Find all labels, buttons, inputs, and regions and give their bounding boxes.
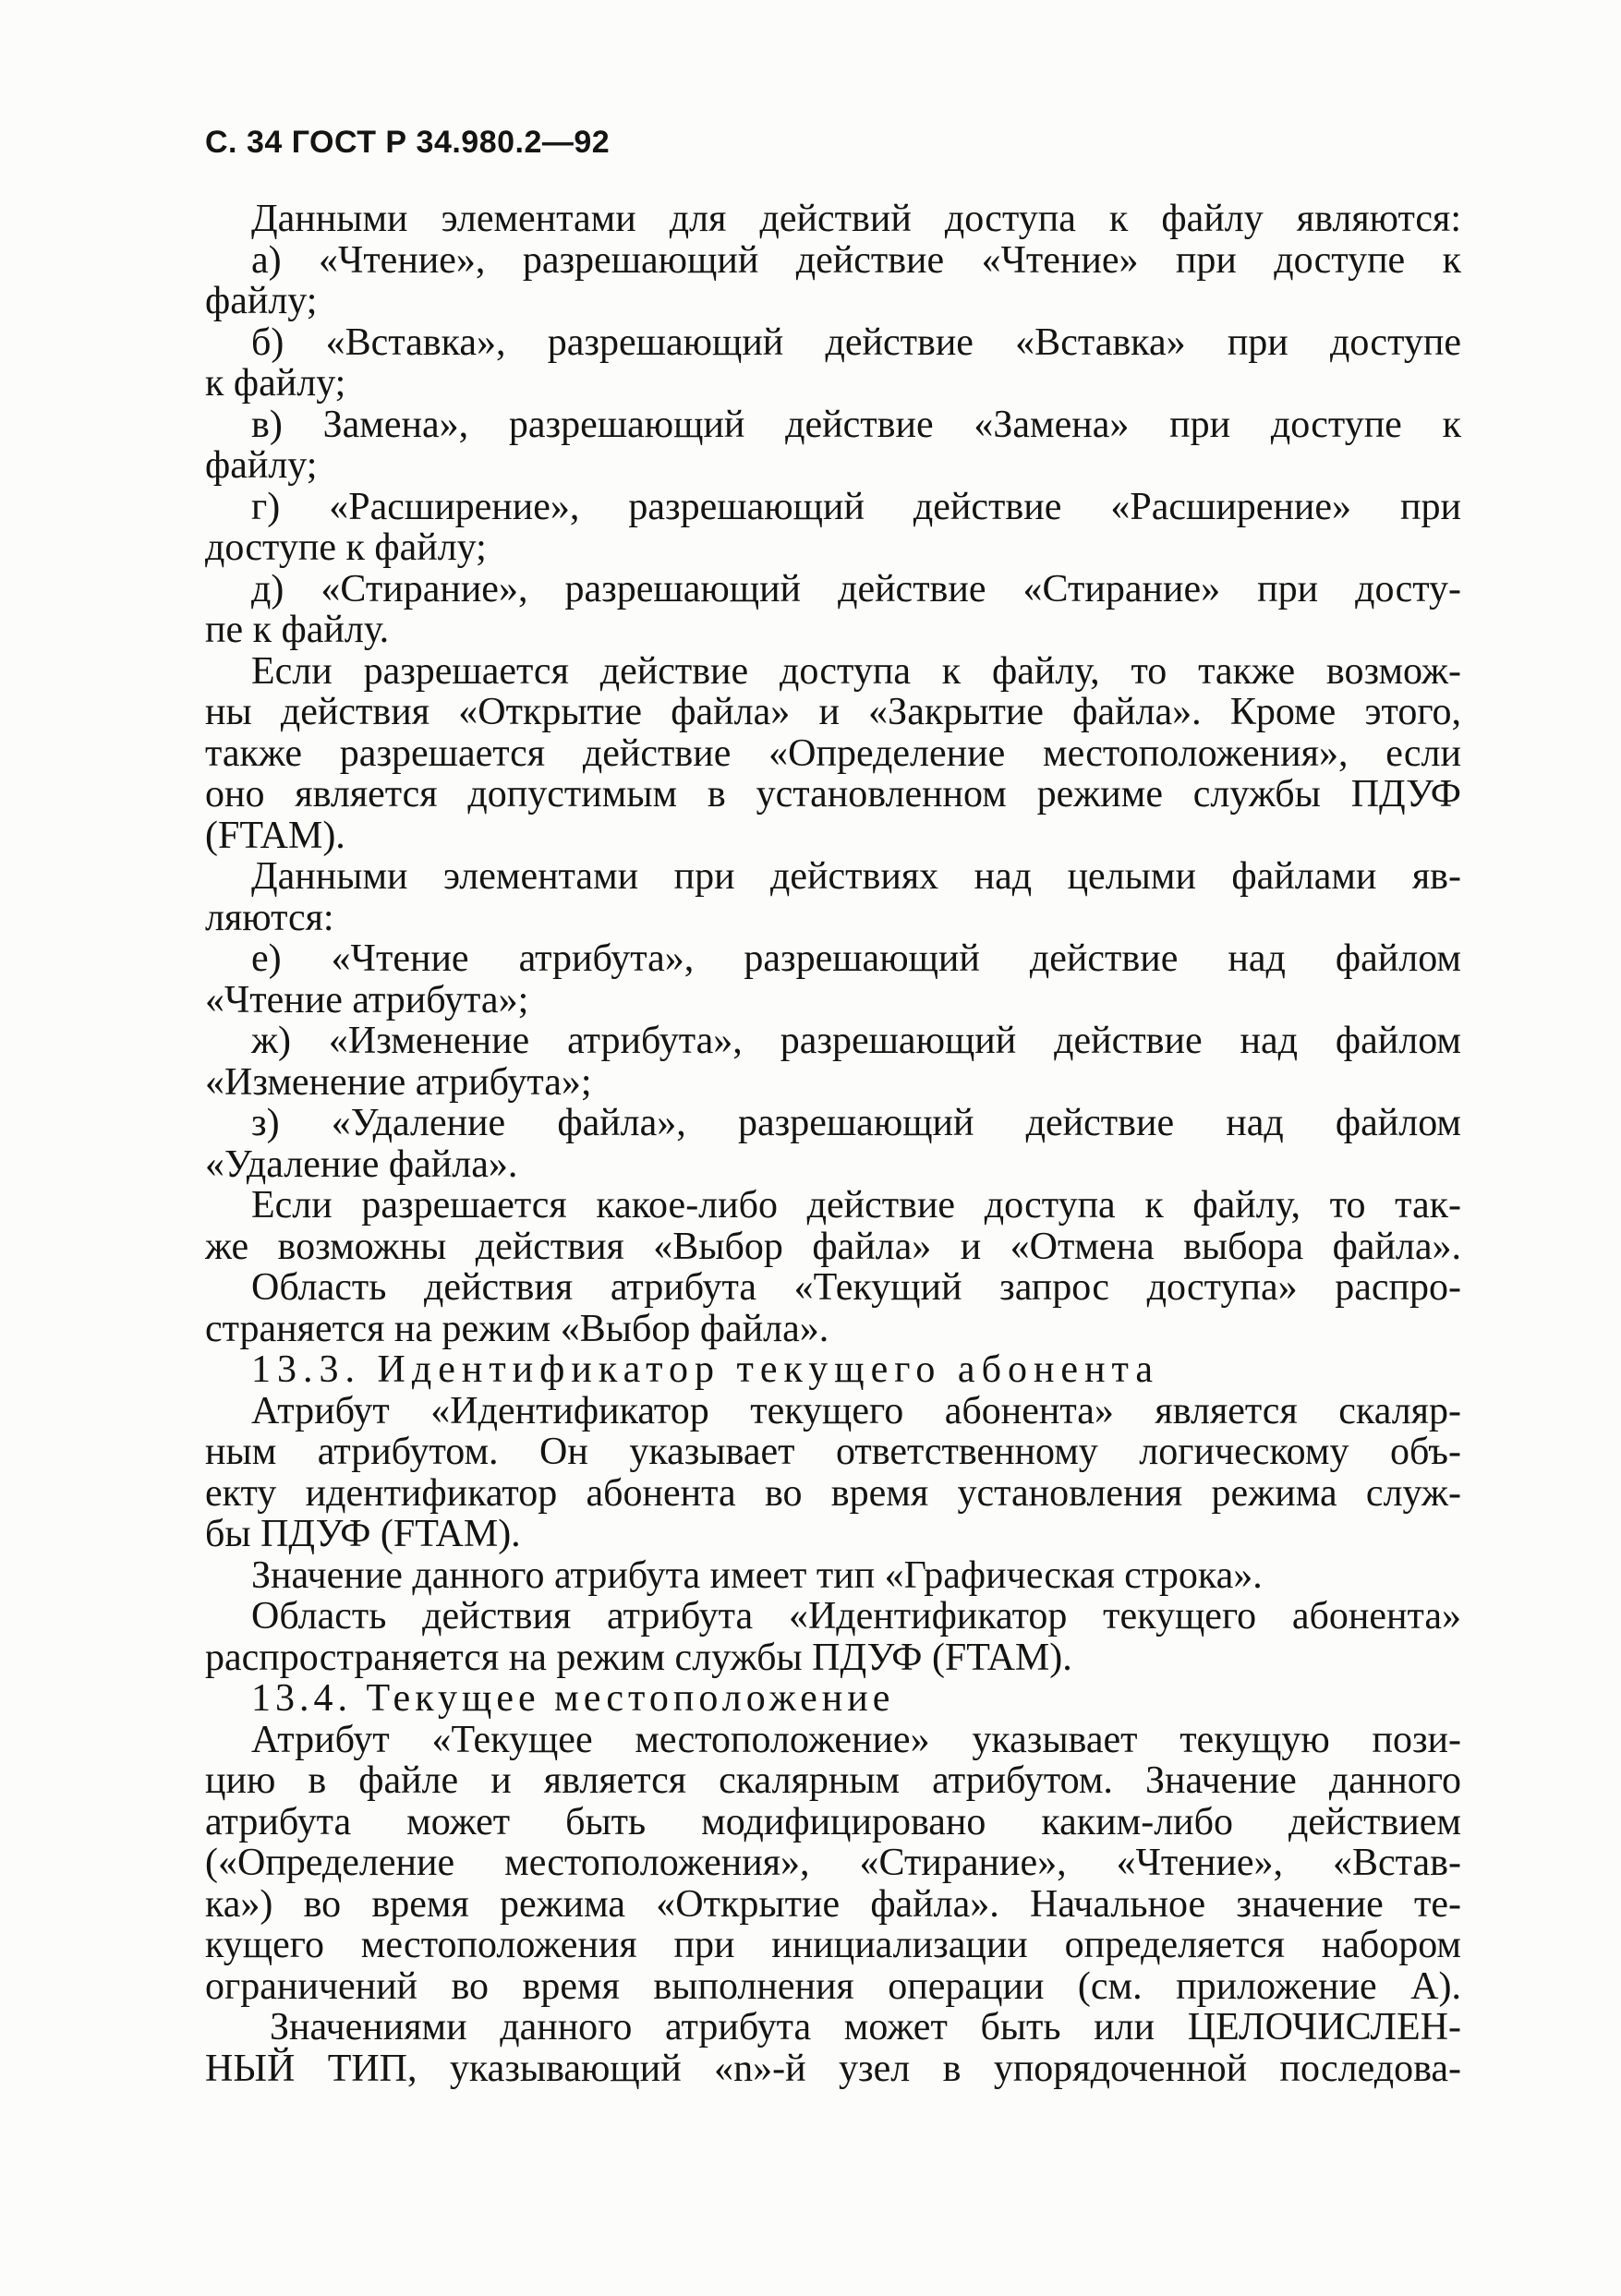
text-line: «Чтение атрибута»; — [205, 978, 529, 1021]
text-line: 13.3. Идентификатор текущего абонента — [251, 1348, 1160, 1391]
text-line: Если разрешается какое-либо действие доступа к файлу, то так- — [251, 1184, 1461, 1227]
text-line: доступе к файлу; — [205, 526, 487, 569]
text-line: файлу; — [205, 444, 318, 487]
page-header: С. 34 ГОСТ Р 34.980.2—92 — [205, 125, 611, 160]
text-line: же возможны действия «Выбор файла» и «Отмена выбора файла». — [205, 1225, 1461, 1268]
text-line: 13.4. Текущее местоположение — [251, 1677, 895, 1720]
text-line: Значение данного атрибута имеет тип «Графическая строка». — [251, 1553, 1263, 1597]
text-line: НЫЙ ТИП, указывающий «n»-й узел в упорядоченной последова- — [205, 2047, 1461, 2090]
text-line: (FTAM). — [205, 814, 345, 857]
text-line: Значениями данного атрибута может быть или ЦЕЛОЧИСЛЕН- — [270, 2006, 1461, 2048]
text-line: ж) «Изменение атрибута», разрешающий действие над файлом — [251, 1020, 1461, 1062]
text-line: («Определение местоположения», «Стирание», «Чтение», «Встав- — [205, 1842, 1461, 1884]
text-line: «Удаление файла». — [205, 1142, 518, 1186]
text-line: страняется на режим «Выбор файла». — [205, 1307, 829, 1350]
text-line: г) «Расширение», разрешающий действие «Расширение» при — [251, 485, 1461, 528]
text-line: ным атрибутом. Он указывает ответственному логическому объ- — [205, 1431, 1461, 1473]
text-line: в) Замена», разрешающий действие «Замена» при доступе к — [251, 403, 1461, 446]
text-line: Область действия атрибута «Идентификатор текущего абонента» — [251, 1595, 1461, 1637]
text-line: ограничений во время выполнения операции (см. приложение А). — [205, 1964, 1461, 2008]
body-text — [205, 199, 1461, 2089]
text-line: б) «Вставка», разрешающий действие «Вставка» при доступе — [251, 320, 1461, 364]
text-line: ны действия «Открытие файла» и «Закрытие файла». Кроме этого, — [205, 691, 1461, 733]
text-line: д) «Стирание», разрешающий действие «Стирание» при досту- — [251, 567, 1461, 610]
text-line: а) «Чтение», разрешающий действие «Чтение» при доступе к — [251, 238, 1461, 282]
text-line: Если разрешается действие доступа к файлу, то также возмож- — [251, 649, 1461, 693]
text-line: ляются: — [205, 896, 334, 939]
text-line: Данными элементами для действий доступа к файлу являются: — [251, 198, 1461, 240]
text-line: «Изменение атрибута»; — [205, 1060, 592, 1104]
text-line: Область действия атрибута «Текущий запрос доступа» распро- — [251, 1266, 1461, 1309]
text-line: атрибута может быть модифицировано каким-либо действием — [205, 1800, 1461, 1843]
text-line: распространяется на режим службы ПДУФ (FTAM). — [205, 1636, 1072, 1679]
text-line: Атрибут «Идентификатор текущего абонента» является скаляр- — [251, 1389, 1461, 1432]
text-line: Данными элементами при действиях над целыми файлами яв- — [251, 855, 1461, 898]
text-line: также разрешается действие «Определение местоположения», если — [205, 731, 1461, 775]
text-line: екту идентификатор абонента во время установления режима служ- — [205, 1471, 1461, 1515]
text-line: з) «Удаление файла», разрешающий действие над файлом — [251, 1102, 1461, 1144]
text-line: ка») во время режима «Открытие файла». Начальное значение те- — [205, 1882, 1461, 1926]
text-line: оно является допустимым в установленном режиме службы ПДУФ — [205, 773, 1461, 816]
text-line: пе к файлу. — [205, 609, 390, 651]
text-line: файлу; — [205, 280, 318, 322]
text-line: е) «Чтение атрибута», разрешающий действие над файлом — [251, 937, 1461, 980]
text-line: бы ПДУФ (FTAM). — [205, 1513, 521, 1555]
text-line: Атрибут «Текущее местоположение» указывает текущую пози- — [251, 1718, 1461, 1761]
text-line: кущего местоположения при инициализации определяется набором — [205, 1924, 1461, 1966]
text-line: к файлу; — [205, 362, 346, 405]
text-line: цию в файле и является скалярным атрибутом. Значение данного — [205, 1759, 1461, 1802]
